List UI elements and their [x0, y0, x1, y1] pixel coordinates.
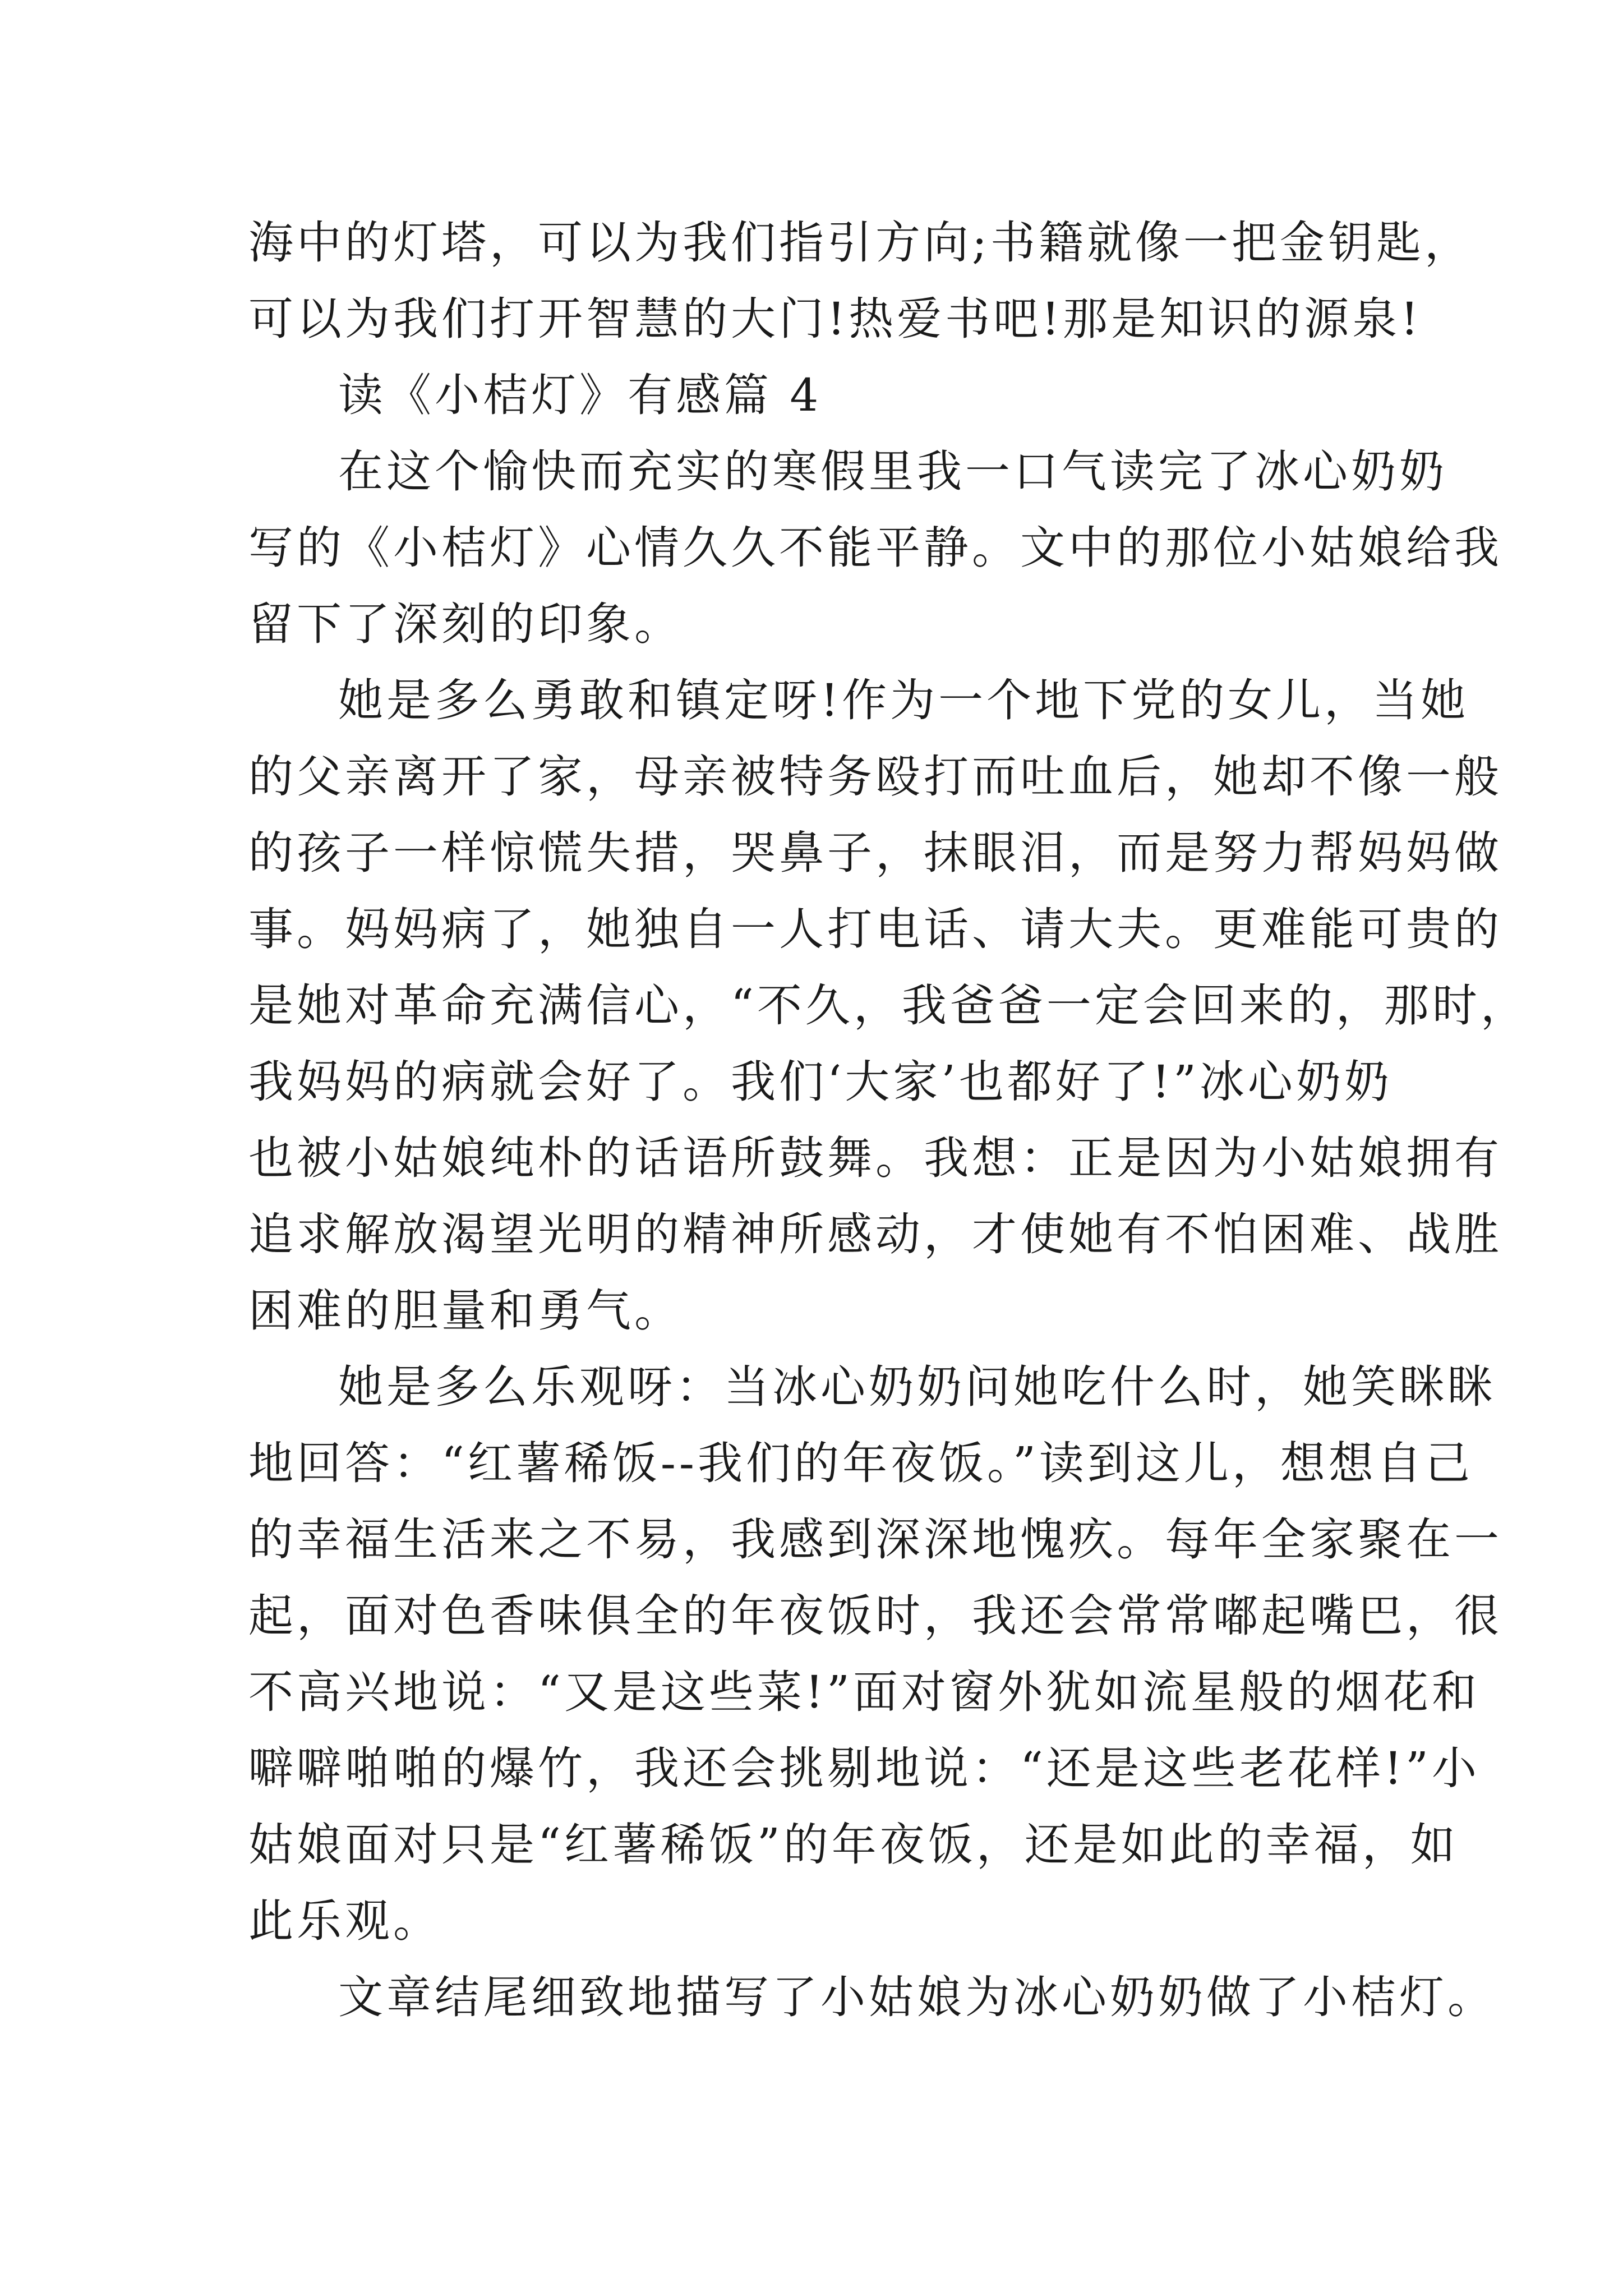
- text-line: 在这个愉快而充实的寒假里我一口气读完了冰心奶奶: [338, 445, 1447, 498]
- text-line: 海中的灯塔，可以为我们指引方向;书籍就像一把金钥匙，: [248, 217, 1473, 269]
- text-line: 此乐观。: [248, 1895, 441, 1947]
- text-line: 事。妈妈病了，她独自一人打电话、请大夫。更难能可贵的: [248, 903, 1502, 955]
- text-line: 我妈妈的病就会好了。我们‘大家’也都好了!”冰心奶奶: [248, 1056, 1393, 1108]
- text-line: 困难的胆量和勇气。: [248, 1285, 683, 1337]
- text-line: 文章结尾细致地描写了小姑娘为冰心奶奶做了小桔灯。: [338, 1971, 1496, 2023]
- text-line: 写的《小桔灯》心情久久不能平静。文中的那位小姑娘给我: [248, 522, 1502, 574]
- heading-text: 读《小桔灯》有感篇 4: [338, 369, 822, 421]
- paragraph-brave: [248, 662, 1529, 1349]
- text-line: 地回答：“红薯稀饭--我们的年夜饭。”读到这儿，想想自己: [248, 1437, 1473, 1489]
- paragraph-intro: [248, 434, 1502, 662]
- text-line: 追求解放渴望光明的精神所感动，才使她有不怕困难、战胜: [248, 1208, 1502, 1260]
- text-line: 也被小姑娘纯朴的话语所鼓舞。我想：正是因为小姑娘拥有: [248, 1132, 1502, 1184]
- section-heading: [248, 357, 1426, 434]
- text-line: 不高兴地说：“又是这些菜!”面对窗外犹如流星般的烟花和: [248, 1666, 1480, 1718]
- text-line: 她是多么勇敢和镇定呀!作为一个地下党的女儿，当她: [338, 674, 1469, 726]
- text-line: 起，面对色香味俱全的年夜饭时，我还会常常嘟起嘴巴，很: [248, 1590, 1502, 1642]
- text-line: 是她对革命充满信心，“不久，我爸爸一定会回来的，那时，: [248, 979, 1529, 1032]
- document-body: [248, 205, 1529, 2036]
- text-line: 的幸福生活来之不易，我感到深深地愧疚。每年全家聚在一: [248, 1513, 1502, 1566]
- paragraph-continued: [248, 205, 1473, 357]
- text-line: 的父亲离开了家，母亲被特务殴打而吐血后，她却不像一般: [248, 751, 1502, 803]
- paragraph-optimistic: [248, 1349, 1502, 1959]
- text-line: 留下了深刻的印象。: [248, 598, 683, 650]
- paragraph-ending: [248, 1959, 1496, 2036]
- text-line: 可以为我们打开智慧的大门!热爱书吧!那是知识的源泉!: [248, 293, 1422, 345]
- text-line: 的孩子一样惊慌失措，哭鼻子，抹眼泪，而是努力帮妈妈做: [248, 827, 1502, 879]
- text-line: 噼噼啪啪的爆竹，我还会挑剔地说：“还是这些老花样!”小: [248, 1742, 1480, 1795]
- text-line: 她是多么乐观呀：当冰心奶奶问她吃什么时，她笑眯眯: [338, 1361, 1496, 1413]
- text-line: 姑娘面对只是“红薯稀饭”的年夜饭，还是如此的幸福，如: [248, 1819, 1459, 1871]
